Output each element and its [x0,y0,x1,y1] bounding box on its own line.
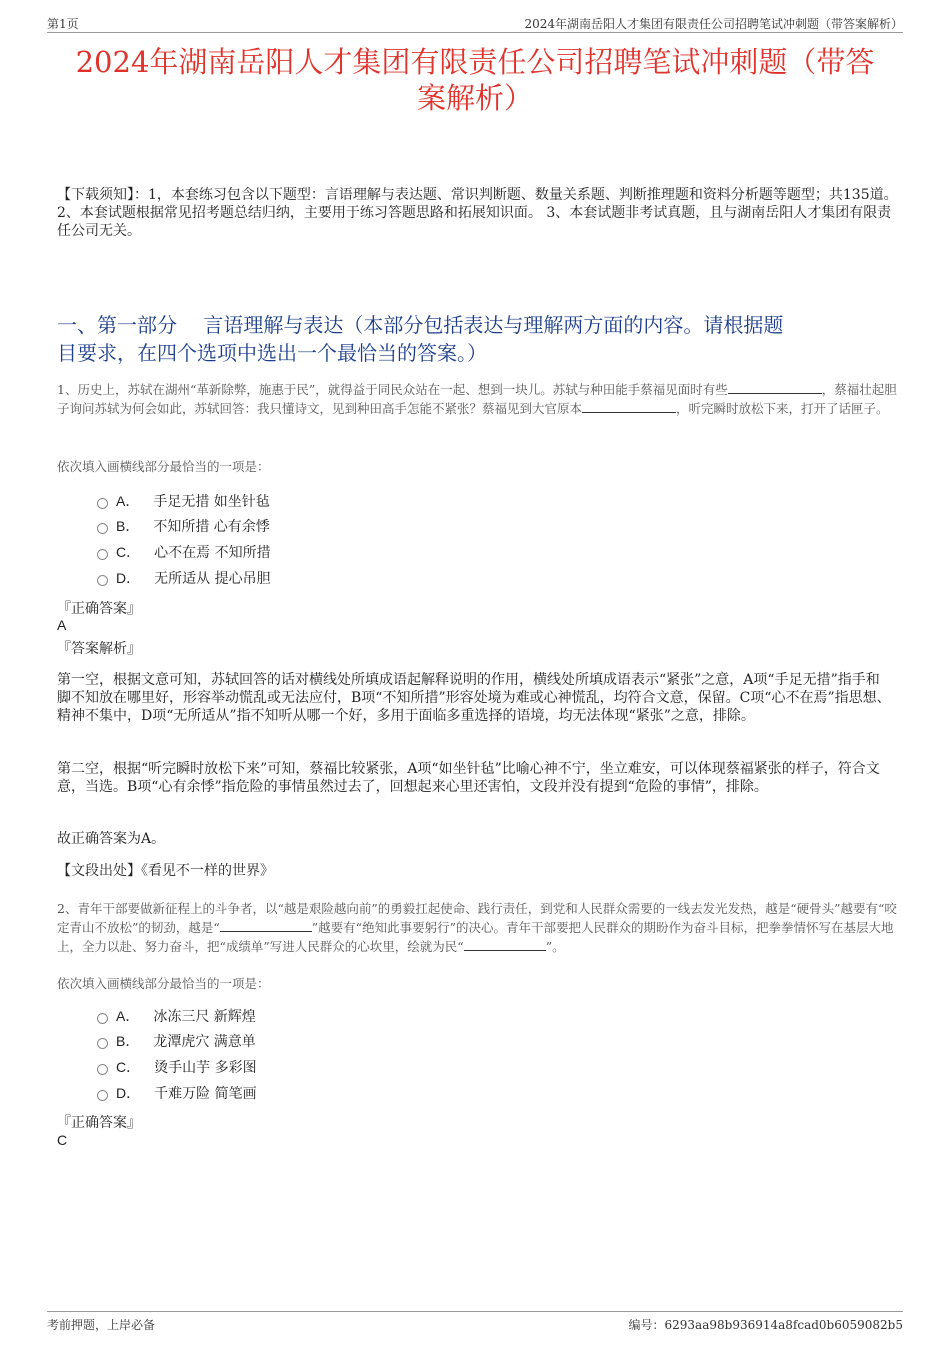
radio-icon[interactable] [97,1064,108,1075]
option-letter: A． [116,493,140,509]
option-text: 不知所措 心有余悸 [153,519,270,535]
q1-source: 【文段出处】《看见不一样的世界》 [57,863,274,879]
page-number: 第1页 [47,17,79,31]
fill-blank-4 [464,938,546,951]
option-text: 龙潭虎穴 满意单 [153,1034,256,1050]
q2-answer-label: 『正确答案』 [57,1115,141,1131]
download-notice: 【下载须知】：1，本套练习包含以下题型：言语理解与表达题、常识判断题、数量关系题、判断推理题和资料分析题等题型；共135道。 2、本套试题根据常见招考题总结归纳，主要用于练习答题思路和拓展知识面。 3、本套试题非考试真题，且与湖南岳阳人才集团有限责任公司无关。 [57,187,898,239]
q2-option-b[interactable] [97,1031,256,1051]
q1-answer-label: 『正确答案』 [57,601,141,617]
question-1-text [57,380,903,418]
radio-icon[interactable] [97,1013,108,1024]
title-line-2: 案解析） [416,81,533,115]
q2-prompt: 依次填入画横线部分最恰当的一项是： [57,976,270,991]
option-text: 无所适从 提心吊胆 [154,571,271,587]
section-heading-line-1: 一、第一部分 言语理解与表达（本部分包括表达与理解两方面的内容。请根据题 [57,313,784,337]
page-header [47,14,903,33]
q1-answer: A [57,617,67,633]
radio-icon[interactable] [97,498,108,509]
question-2-text [57,899,903,956]
option-letter: C． [116,544,141,560]
option-letter: B． [116,1033,140,1049]
q1-text-part-3: ，听完瞬时放松下来，打开了话匣子。 [676,401,889,416]
q2-text-part-1: 2、青年干部要做新征程上的斗争者，以“越是艰险越向前”的勇毅扛起使命、践行责任，到党和人民群众需要的一线去发光发热，越是“硬骨头”越要有“咬定青山不放松”的韧劲，越是“ [57,901,897,935]
q2-text-part-2: ”越要有“绝知此事要躬行”的决心。青年干部要把人民群众的期盼作为奋斗目标，把拳拳情怀写在基层大地上，全力以赴、努力奋斗，把“成绩单”写进人民群众的心坎里，绘就为民“ [57,920,894,954]
q2-option-a[interactable] [97,1006,256,1026]
option-letter: A． [116,1008,140,1024]
section-heading [57,311,903,367]
title-line-1: 2024年湖南岳阳人才集团有限责任公司招聘笔试冲刺题（带答 [75,45,875,79]
q2-answer: C [57,1132,68,1148]
option-letter: C． [116,1059,141,1075]
footer-slogan: 考前押题，上岸必备 [47,1318,156,1332]
q1-option-d[interactable] [97,568,271,588]
section-heading-line-2: 目要求，在四个选项中选出一个最恰当的答案。） [57,341,487,365]
radio-icon[interactable] [97,549,108,560]
q1-text-part-1: 1、历史上，苏轼在湖州“革新除弊，施惠于民”，就得益于同民众站在一起、想到一块儿。苏轼与种田能手蔡福见面时有些 [57,382,728,397]
q2-option-d[interactable] [97,1083,257,1103]
q1-prompt: 依次填入画横线部分最恰当的一项是： [57,459,270,474]
q1-option-c[interactable] [97,542,271,562]
option-text: 心不在焉 不知所措 [154,545,271,561]
q1-analysis-paragraph-2: 第二空，根据“听完瞬时放松下来”可知，蔡福比较紧张，A项“如坐针毡”比喻心神不宁，坐立难安，可以体现蔡福紧张的样子，符合文意，当选。B项“心有余悸”指危险的事情虽然过去了，回想起来心里还害怕，文段并没有提到“危险的事情”，排除。 [57,761,880,795]
q1-option-b[interactable] [97,516,270,536]
option-letter: D． [116,570,141,586]
radio-icon[interactable] [97,1038,108,1049]
fill-blank-3 [220,919,312,932]
option-letter: B． [116,518,140,534]
option-text: 手足无措 如坐针毡 [153,494,270,510]
radio-icon[interactable] [97,523,108,534]
header-doc-title: 2024年湖南岳阳人才集团有限责任公司招聘笔试冲刺题（带答案解析） [524,17,903,31]
page-title [47,44,903,116]
q2-option-c[interactable] [97,1057,257,1077]
page-footer [47,1311,903,1334]
fill-blank-1 [728,381,822,394]
option-text: 冰冻三尺 新辉煌 [153,1009,256,1025]
q2-text-part-3: ”。 [545,939,565,954]
q1-option-a[interactable] [97,491,270,511]
radio-icon[interactable] [97,575,108,586]
fill-blank-2 [582,400,676,413]
footer-doc-id: 编号：6293aa98b936914a8fcad0b6059082b5 [628,1318,903,1332]
radio-icon[interactable] [97,1090,108,1101]
option-letter: D． [116,1085,141,1101]
q1-analysis-paragraph-1: 第一空，根据文意可知，苏轼回答的话对横线处所填成语起解释说明的作用，横线处所填成语表示“紧张”之意，A项“手足无措”指手和脚不知放在哪里好，形容举动慌乱或无法应付，B项“不知所措”形容处境为难或心神慌乱，均符合文意，保留。C项“心不在焉”指思想、精神不集中，D项“无所适从”指不知听从哪一个好，多用于面临多重选择的语境，均无法体现“紧张”之意，排除。 [57,672,891,724]
q1-analysis-label: 『答案解析』 [57,641,141,657]
option-text: 烫手山芋 多彩图 [154,1060,257,1076]
q1-text-part-2: ，蔡福壮起胆子询问苏轼为何会如此，苏轼回答：我只懂诗文，见到种田高手怎能不紧张？蔡福见到大官原本 [57,382,897,416]
option-text: 千难万险 简笔画 [154,1086,257,1102]
q1-conclusion: 故正确答案为A。 [57,831,166,847]
